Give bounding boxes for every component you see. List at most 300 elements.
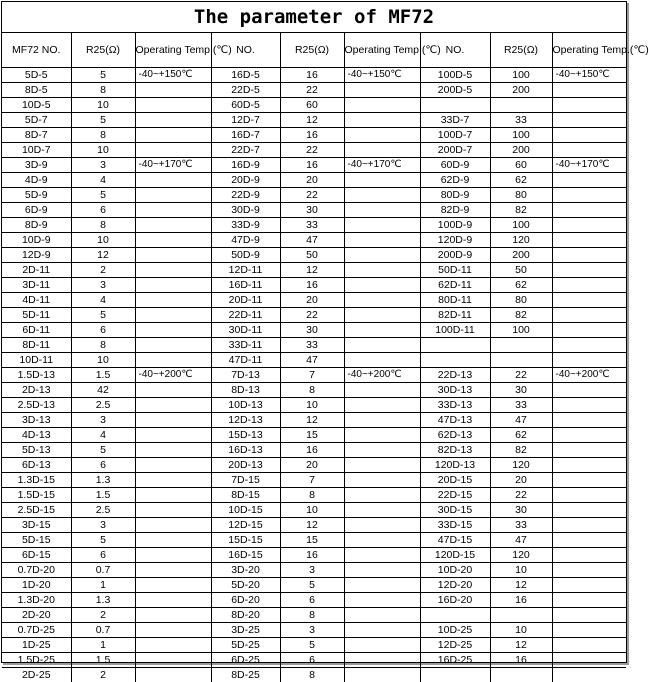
- table-row: [2, 113, 626, 128]
- temp-range-cell: [344, 323, 420, 338]
- temp-range-cell: -40~+170℃: [135, 158, 211, 173]
- r25-cell: 4: [71, 173, 135, 188]
- model-no-cell: 50D-11: [420, 263, 490, 278]
- temp-range-cell: [552, 668, 626, 682]
- col-header-r25: R25(Ω): [280, 33, 344, 68]
- r25-cell: [490, 353, 552, 368]
- temp-range-cell: [344, 263, 420, 278]
- r25-cell: 1.5: [71, 488, 135, 503]
- r25-cell: 0.7: [71, 563, 135, 578]
- temp-range-cell: [135, 173, 211, 188]
- model-no-cell: 82D-11: [420, 308, 490, 323]
- model-no-cell: 50D-9: [211, 248, 280, 263]
- table-row: [2, 398, 626, 413]
- r25-cell: 80: [490, 293, 552, 308]
- temp-range-cell: [552, 113, 626, 128]
- r25-cell: 22: [490, 488, 552, 503]
- temp-range-cell: [552, 83, 626, 98]
- model-no-cell: 16D-15: [211, 548, 280, 563]
- temp-range-cell: [552, 443, 626, 458]
- temp-range-cell: [135, 458, 211, 473]
- r25-cell: 20: [280, 293, 344, 308]
- r25-cell: 100: [490, 128, 552, 143]
- temp-range-cell: [135, 653, 211, 668]
- r25-cell: 60: [280, 98, 344, 113]
- r25-cell: 30: [280, 323, 344, 338]
- model-no-cell: 12D-20: [420, 578, 490, 593]
- r25-cell: 50: [280, 248, 344, 263]
- temp-range-cell: [344, 413, 420, 428]
- model-no-cell: 2.5D-13: [2, 398, 71, 413]
- r25-cell: 4: [71, 428, 135, 443]
- temp-range-cell: [552, 503, 626, 518]
- table-row: [2, 248, 626, 263]
- temp-range-cell: [344, 638, 420, 653]
- temp-range-cell: [135, 278, 211, 293]
- table-row: [2, 353, 626, 368]
- r25-cell: 16: [280, 128, 344, 143]
- temp-range-cell: [552, 353, 626, 368]
- model-no-cell: 10D-20: [420, 563, 490, 578]
- table-row: [2, 443, 626, 458]
- model-no-cell: 6D-11: [2, 323, 71, 338]
- model-no-cell: 120D-13: [420, 458, 490, 473]
- r25-cell: 10: [280, 398, 344, 413]
- model-no-cell: 6D-9: [2, 203, 71, 218]
- r25-cell: 10: [280, 503, 344, 518]
- model-no-cell: 12D-11: [211, 263, 280, 278]
- r25-cell: 22: [490, 368, 552, 383]
- temp-range-cell: [552, 608, 626, 623]
- temp-range-cell: [344, 518, 420, 533]
- model-no-cell: 30D-13: [420, 383, 490, 398]
- table-row: [2, 533, 626, 548]
- r25-cell: 1.3: [71, 473, 135, 488]
- model-no-cell: 2D-25: [2, 668, 71, 682]
- temp-range-cell: [344, 248, 420, 263]
- model-no-cell: 30D-11: [211, 323, 280, 338]
- table-row: [2, 218, 626, 233]
- model-no-cell: 20D-15: [420, 473, 490, 488]
- table-row: [2, 578, 626, 593]
- model-no-cell: 16D-9: [211, 158, 280, 173]
- model-no-cell: 8D-20: [211, 608, 280, 623]
- temp-range-cell: [552, 293, 626, 308]
- temp-range-cell: [135, 488, 211, 503]
- header-row: [2, 33, 626, 68]
- r25-cell: 42: [71, 383, 135, 398]
- model-no-cell: 16D-5: [211, 68, 280, 83]
- table-row: [2, 473, 626, 488]
- temp-range-cell: [552, 473, 626, 488]
- table-row: [2, 653, 626, 668]
- r25-cell: 6: [280, 653, 344, 668]
- table-row: [2, 188, 626, 203]
- model-no-cell: 22D-5: [211, 83, 280, 98]
- col-header-mf72-no: MF72 NO.: [2, 33, 71, 68]
- table-row: [2, 158, 626, 173]
- temp-range-cell: [135, 668, 211, 682]
- temp-range-cell: [344, 128, 420, 143]
- temp-range-cell: [344, 428, 420, 443]
- temp-range-cell: -40~+150℃: [344, 68, 420, 83]
- model-no-cell: 5D-7: [2, 113, 71, 128]
- table-row: [2, 128, 626, 143]
- r25-cell: 22: [280, 188, 344, 203]
- r25-cell: 3: [280, 563, 344, 578]
- table-row: [2, 368, 626, 383]
- model-no-cell: 82D-9: [420, 203, 490, 218]
- model-no-cell: 5D-25: [211, 638, 280, 653]
- temp-range-cell: [552, 488, 626, 503]
- temp-range-cell: [135, 563, 211, 578]
- temp-range-cell: [552, 173, 626, 188]
- r25-cell: 5: [280, 638, 344, 653]
- r25-cell: 62: [490, 428, 552, 443]
- temp-range-cell: [552, 623, 626, 638]
- table-row: [2, 173, 626, 188]
- model-no-cell: 16D-13: [211, 443, 280, 458]
- model-no-cell: 3D-13: [2, 413, 71, 428]
- r25-cell: 16: [280, 443, 344, 458]
- temp-range-cell: [135, 428, 211, 443]
- temp-range-cell: [344, 653, 420, 668]
- table-row: [2, 623, 626, 638]
- temp-range-cell: [344, 458, 420, 473]
- temp-range-cell: -40~+150℃: [135, 68, 211, 83]
- model-no-cell: 0.7D-20: [2, 563, 71, 578]
- model-no-cell: 3D-25: [211, 623, 280, 638]
- temp-range-cell: [552, 383, 626, 398]
- r25-cell: 47: [280, 353, 344, 368]
- temp-range-cell: [135, 623, 211, 638]
- temp-range-cell: [552, 278, 626, 293]
- temp-range-cell: [135, 113, 211, 128]
- temp-range-cell: [552, 548, 626, 563]
- model-no-cell: 1.5D-13: [2, 368, 71, 383]
- r25-cell: 12: [280, 113, 344, 128]
- model-no-cell: 5D-11: [2, 308, 71, 323]
- temp-range-cell: [344, 293, 420, 308]
- r25-cell: 0.7: [71, 623, 135, 638]
- model-no-cell: 16D-11: [211, 278, 280, 293]
- temp-range-cell: [344, 503, 420, 518]
- r25-cell: 7: [280, 473, 344, 488]
- temp-range-cell: [135, 578, 211, 593]
- temp-range-cell: [344, 398, 420, 413]
- model-no-cell: 3D-11: [2, 278, 71, 293]
- temp-range-cell: [135, 308, 211, 323]
- table-row: [2, 413, 626, 428]
- model-no-cell: 12D-7: [211, 113, 280, 128]
- temp-range-cell: [552, 323, 626, 338]
- table-row: [2, 143, 626, 158]
- model-no-cell: 8D-15: [211, 488, 280, 503]
- model-no-cell: 2D-13: [2, 383, 71, 398]
- r25-cell: 10: [490, 623, 552, 638]
- model-no-cell: 4D-11: [2, 293, 71, 308]
- temp-range-cell: [344, 98, 420, 113]
- r25-cell: 2.5: [71, 398, 135, 413]
- temp-range-cell: [552, 413, 626, 428]
- model-no-cell: 100D-7: [420, 128, 490, 143]
- r25-cell: 20: [280, 173, 344, 188]
- table-row: [2, 233, 626, 248]
- model-no-cell: 22D-9: [211, 188, 280, 203]
- temp-range-cell: [344, 338, 420, 353]
- model-no-cell: 0.7D-25: [2, 623, 71, 638]
- table-row: [2, 383, 626, 398]
- model-no-cell: 16D-20: [420, 593, 490, 608]
- temp-range-cell: [552, 188, 626, 203]
- r25-cell: 5: [71, 188, 135, 203]
- temp-range-cell: [344, 443, 420, 458]
- model-no-cell: 22D-7: [211, 143, 280, 158]
- r25-cell: 8: [71, 338, 135, 353]
- r25-cell: 8: [280, 668, 344, 682]
- r25-cell: 1: [71, 638, 135, 653]
- r25-cell: 100: [490, 68, 552, 83]
- r25-cell: 1.3: [71, 593, 135, 608]
- model-no-cell: 47D-15: [420, 533, 490, 548]
- model-no-cell: 5D-5: [2, 68, 71, 83]
- r25-cell: 6: [71, 203, 135, 218]
- model-no-cell: 10D-13: [211, 398, 280, 413]
- temp-range-cell: [552, 218, 626, 233]
- r25-cell: 100: [490, 218, 552, 233]
- model-no-cell: 200D-7: [420, 143, 490, 158]
- temp-range-cell: [552, 653, 626, 668]
- r25-cell: 6: [280, 593, 344, 608]
- r25-cell: 82: [490, 203, 552, 218]
- model-no-cell: 30D-15: [420, 503, 490, 518]
- temp-range-cell: -40~+170℃: [552, 158, 626, 173]
- col-header-r25: R25(Ω): [490, 33, 552, 68]
- r25-cell: [490, 98, 552, 113]
- model-no-cell: 10D-5: [2, 98, 71, 113]
- model-no-cell: [420, 98, 490, 113]
- model-no-cell: 30D-9: [211, 203, 280, 218]
- temp-range-cell: [552, 143, 626, 158]
- model-no-cell: 12D-9: [2, 248, 71, 263]
- model-no-cell: 6D-13: [2, 458, 71, 473]
- model-no-cell: 33D-13: [420, 398, 490, 413]
- table-row: [2, 293, 626, 308]
- r25-cell: 120: [490, 548, 552, 563]
- r25-cell: 16: [280, 548, 344, 563]
- model-no-cell: 22D-15: [420, 488, 490, 503]
- r25-cell: 33: [280, 218, 344, 233]
- model-no-cell: 22D-11: [211, 308, 280, 323]
- r25-cell: 3: [71, 158, 135, 173]
- temp-range-cell: [344, 668, 420, 682]
- temp-range-cell: [135, 218, 211, 233]
- temp-range-cell: [344, 173, 420, 188]
- temp-range-cell: [135, 128, 211, 143]
- table-row: [2, 488, 626, 503]
- model-no-cell: 20D-13: [211, 458, 280, 473]
- r25-cell: 8: [280, 488, 344, 503]
- table-row: [2, 518, 626, 533]
- table-row: [2, 338, 626, 353]
- model-no-cell: 2.5D-15: [2, 503, 71, 518]
- r25-cell: 50: [490, 263, 552, 278]
- model-no-cell: 10D-9: [2, 233, 71, 248]
- r25-cell: 2: [71, 608, 135, 623]
- r25-cell: 47: [490, 533, 552, 548]
- temp-range-cell: [344, 623, 420, 638]
- col-header-operating-temp: Operating Temp.(℃): [552, 33, 626, 68]
- temp-range-cell: [344, 608, 420, 623]
- page-title: The parameter of MF72: [2, 2, 626, 33]
- model-no-cell: 1D-25: [2, 638, 71, 653]
- r25-cell: 22: [280, 308, 344, 323]
- temp-range-cell: [552, 398, 626, 413]
- temp-range-cell: [135, 503, 211, 518]
- temp-range-cell: [552, 203, 626, 218]
- model-no-cell: 5D-9: [2, 188, 71, 203]
- r25-cell: 12: [280, 413, 344, 428]
- temp-range-cell: [135, 248, 211, 263]
- model-no-cell: 8D-5: [2, 83, 71, 98]
- model-no-cell: 60D-9: [420, 158, 490, 173]
- r25-cell: 80: [490, 188, 552, 203]
- r25-cell: 100: [490, 323, 552, 338]
- model-no-cell: [420, 353, 490, 368]
- table-row: [2, 323, 626, 338]
- r25-cell: 47: [490, 413, 552, 428]
- model-no-cell: 7D-13: [211, 368, 280, 383]
- temp-range-cell: [344, 203, 420, 218]
- model-no-cell: 1.5D-25: [2, 653, 71, 668]
- r25-cell: 3: [280, 623, 344, 638]
- temp-range-cell: [552, 248, 626, 263]
- r25-cell: [490, 608, 552, 623]
- model-no-cell: 100D-5: [420, 68, 490, 83]
- table-row: [2, 83, 626, 98]
- r25-cell: 10: [71, 98, 135, 113]
- temp-range-cell: [135, 353, 211, 368]
- model-no-cell: 100D-9: [420, 218, 490, 233]
- r25-cell: [490, 668, 552, 682]
- temp-range-cell: -40~+170℃: [344, 158, 420, 173]
- table-row: [2, 98, 626, 113]
- r25-cell: 15: [280, 533, 344, 548]
- temp-range-cell: [135, 203, 211, 218]
- col-header-no: NO.: [211, 33, 280, 68]
- table-row: [2, 593, 626, 608]
- table-row: [2, 263, 626, 278]
- r25-cell: 20: [490, 473, 552, 488]
- r25-cell: 5: [71, 68, 135, 83]
- r25-cell: 3: [71, 278, 135, 293]
- model-no-cell: 33D-15: [420, 518, 490, 533]
- r25-cell: 5: [280, 578, 344, 593]
- model-no-cell: 16D-7: [211, 128, 280, 143]
- model-no-cell: 100D-11: [420, 323, 490, 338]
- temp-range-cell: [135, 548, 211, 563]
- model-no-cell: 3D-15: [2, 518, 71, 533]
- r25-cell: 47: [280, 233, 344, 248]
- temp-range-cell: [344, 383, 420, 398]
- temp-range-cell: [135, 188, 211, 203]
- model-no-cell: 2D-20: [2, 608, 71, 623]
- parameter-table: [2, 33, 626, 682]
- model-no-cell: 6D-20: [211, 593, 280, 608]
- temp-range-cell: [344, 83, 420, 98]
- temp-range-cell: [344, 593, 420, 608]
- r25-cell: 1.5: [71, 368, 135, 383]
- r25-cell: 62: [490, 173, 552, 188]
- model-no-cell: 33D-7: [420, 113, 490, 128]
- model-no-cell: 22D-13: [420, 368, 490, 383]
- temp-range-cell: [344, 188, 420, 203]
- temp-range-cell: [344, 233, 420, 248]
- table-row: [2, 308, 626, 323]
- model-no-cell: 8D-25: [211, 668, 280, 682]
- temp-range-cell: [344, 308, 420, 323]
- table-row: [2, 503, 626, 518]
- model-no-cell: 60D-5: [211, 98, 280, 113]
- temp-range-cell: [135, 263, 211, 278]
- r25-cell: 30: [490, 383, 552, 398]
- model-no-cell: 12D-13: [211, 413, 280, 428]
- model-no-cell: 200D-5: [420, 83, 490, 98]
- parameter-sheet: [1, 1, 627, 663]
- temp-range-cell: [135, 293, 211, 308]
- table-row: [2, 458, 626, 473]
- temp-range-cell: [552, 458, 626, 473]
- r25-cell: 10: [490, 563, 552, 578]
- r25-cell: 16: [490, 653, 552, 668]
- temp-range-cell: [135, 413, 211, 428]
- r25-cell: 7: [280, 368, 344, 383]
- r25-cell: 33: [490, 518, 552, 533]
- temp-range-cell: [552, 578, 626, 593]
- r25-cell: 120: [490, 233, 552, 248]
- r25-cell: 2.5: [71, 503, 135, 518]
- r25-cell: 6: [71, 323, 135, 338]
- r25-cell: [490, 338, 552, 353]
- r25-cell: 1.5: [71, 653, 135, 668]
- table-row: [2, 563, 626, 578]
- r25-cell: 30: [490, 503, 552, 518]
- r25-cell: 16: [280, 278, 344, 293]
- temp-range-cell: [344, 563, 420, 578]
- temp-range-cell: [135, 443, 211, 458]
- temp-range-cell: [135, 533, 211, 548]
- r25-cell: 3: [71, 518, 135, 533]
- col-header-no: NO.: [420, 33, 490, 68]
- temp-range-cell: [552, 338, 626, 353]
- model-no-cell: 6D-15: [2, 548, 71, 563]
- model-no-cell: 6D-25: [211, 653, 280, 668]
- temp-range-cell: [552, 638, 626, 653]
- model-no-cell: 120D-15: [420, 548, 490, 563]
- temp-range-cell: [135, 338, 211, 353]
- temp-range-cell: [135, 233, 211, 248]
- r25-cell: 22: [280, 83, 344, 98]
- table-row: [2, 203, 626, 218]
- temp-range-cell: [135, 83, 211, 98]
- model-no-cell: 10D-7: [2, 143, 71, 158]
- model-no-cell: 33D-11: [211, 338, 280, 353]
- temp-range-cell: [552, 593, 626, 608]
- r25-cell: 200: [490, 248, 552, 263]
- model-no-cell: 8D-7: [2, 128, 71, 143]
- temp-range-cell: [344, 113, 420, 128]
- table-row: [2, 278, 626, 293]
